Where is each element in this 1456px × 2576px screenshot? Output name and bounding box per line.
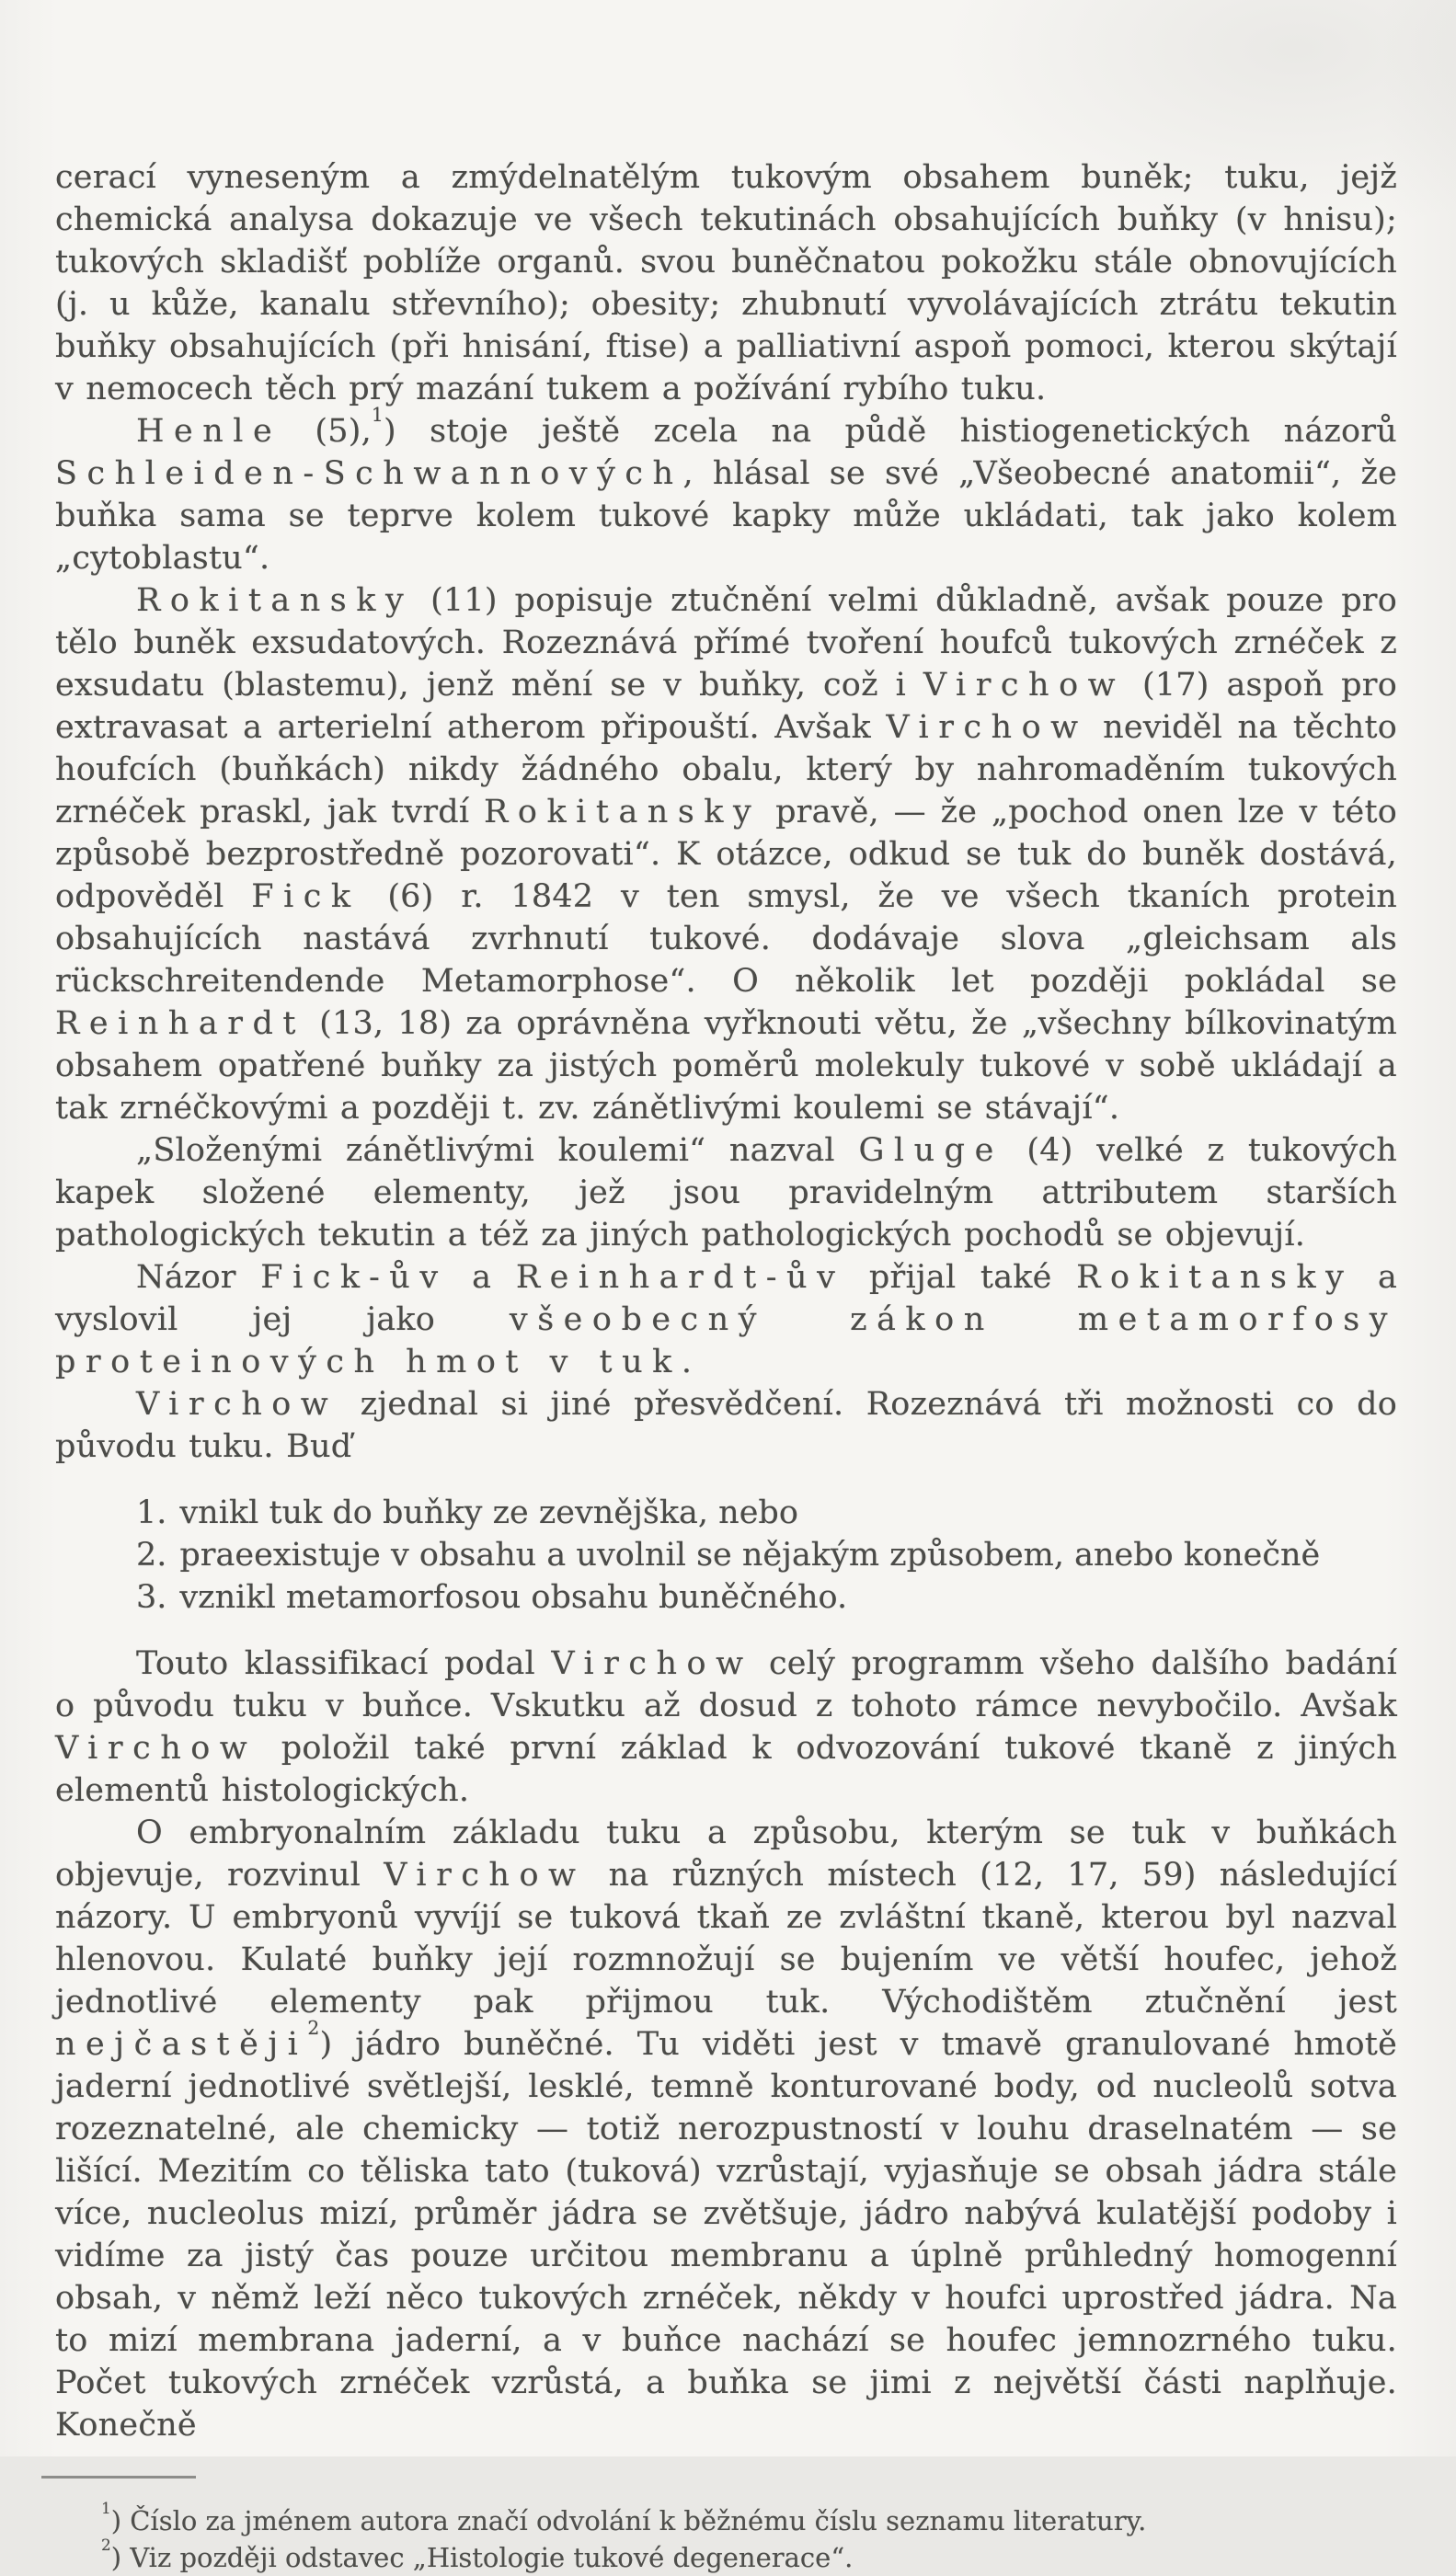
- spaced-emphasis-run: Virchow: [923, 667, 1126, 704]
- footnote: [101, 2535, 1397, 2576]
- spaced-emphasis-run: Virchow: [886, 709, 1088, 746]
- text-run: (13, 18) za oprávněna vyřknouti větu, že „všechny bílkovinatým obsahem opatřené buňky za jistých poměrů molekuly tukové v sobě ukládají a tak zrnéčkovými a později t. zv. zánětlivými koulemi se stávají“.: [55, 1005, 1397, 1127]
- paragraph: [55, 404, 1397, 579]
- spaced-emphasis-run: Gluge: [858, 1132, 1003, 1169]
- spaced-emphasis-run: Virchow: [55, 1730, 258, 1767]
- text-run: .: [681, 1344, 693, 1380]
- list-item-number: 2.: [136, 1537, 167, 1574]
- spaced-emphasis-run: Virchow: [551, 1645, 753, 1682]
- paragraph: [55, 1383, 1397, 1468]
- list-item: [136, 1534, 1397, 1576]
- text-run: (11) popisuje ztučnění velmi důkladně, avšak pouze pro tělo buněk exsudatových. Rozeznává přímé tvoření houfců tukových zrnéček z exsudatu (blastemu), jenž mění se v buňky, což i: [55, 582, 1397, 704]
- spaced-emphasis-run: Rokitansky: [136, 582, 414, 619]
- list-item-text: praeexistuje v obsahu a uvolnil se nějakým způsobem, anebo konečně: [179, 1537, 1321, 1574]
- footnote-reference: 2: [307, 2017, 320, 2040]
- spaced-emphasis-run: všeobecný zákon metamorfosy proteinových hmot v tuk: [55, 1301, 1397, 1380]
- text-run: (5),: [281, 413, 372, 450]
- text-run: cerací vyneseným a zmýdelnatělým tukovým obsahem buněk; tuku, jejž chemická analysa dokazuje ve všech tekutinách obsahujících buňky (v hnisu); tukových skladišť poblíže organů. svou buněčnatou pokožku stále obnovujících (j. u kůže, kanalu střevního); obesity; zhubnutí vyvolávajících ztrátu tekutin buňky obsahujících (při hnisání, ftise) a palliativní aspoň pomoci, kterou skýtají v nemocech těch prý mazání tukem a požívání rybího tuku.: [55, 159, 1397, 407]
- text-run: O embryonalním základu tuku a způsobu, kterým se tuk v buňkách objevuje, rozvinul: [55, 1815, 1397, 1894]
- list-item-number: 1.: [136, 1494, 167, 1531]
- paragraph: [55, 579, 1397, 1129]
- paragraph: [55, 1643, 1397, 1812]
- footnote-separator: [41, 2476, 196, 2479]
- spaced-emphasis-run: Virchow: [136, 1386, 338, 1423]
- text-run: a: [447, 1259, 516, 1296]
- paragraph: [55, 1812, 1397, 2446]
- spaced-emphasis-run: Reinhardt-ův: [515, 1259, 845, 1296]
- spaced-emphasis-run: Henle: [136, 413, 282, 450]
- paragraph: [55, 156, 1397, 410]
- spaced-emphasis-run: Rokitansky: [1076, 1259, 1354, 1296]
- footnote-mark: 1: [101, 2498, 111, 2517]
- paragraph: [55, 1129, 1397, 1256]
- footnotes: [55, 2498, 1397, 2576]
- list-item-text: vnikl tuk do buňky ze zevnějška, nebo: [179, 1494, 798, 1531]
- spaced-emphasis-run: Schleiden-Schwannových: [55, 455, 683, 492]
- footnote-reference: 1: [371, 404, 384, 427]
- list-item: [136, 1492, 1397, 1534]
- text-run: (6) r. 1842 v ten smysl, že ve všech tkaních protein obsahujících nastává zvrhnutí tukové. dodávaje slova „gleichsam als rückschreitendende Metamorphose“. O několik let později pokládal se: [55, 878, 1397, 1000]
- spaced-emphasis-run: Virchow: [384, 1857, 586, 1894]
- spaced-emphasis-run: Rokitansky: [484, 794, 762, 830]
- text-run: pravě, — že „pochod onen lze v této způsobě bezprostředně pozorovati“. K otázce, odkud se tuk do buněk dostává, odpověděl: [55, 794, 1397, 915]
- text-run: na různých místech (12, 17, 59) následující názory. U embryonů vyvíjí se tuková tkaň ze zvláštní tkaně, kterou byl nazval hlenovou. Kulaté buňky její rozmnožují se bujením ve větší houfec, jehož jednotlivé elementy pak přijmou tuk. Východištěm ztučnění jest: [55, 1857, 1397, 2021]
- list-item-text: vznikl metamorfosou obsahu buněčného.: [179, 1579, 848, 1616]
- spaced-emphasis-run: Fick-ův: [260, 1259, 448, 1296]
- text-run: Názor: [136, 1259, 261, 1296]
- text-run: (17) aspoň pro extravasat a arterielní atherom připouští. Avšak: [55, 667, 1397, 746]
- text-run: položil také první základ k odvozování tukové tkaně z jiných elementů histologických.: [55, 1730, 1397, 1809]
- text-run: Touto klassifikací podal: [136, 1645, 552, 1682]
- text-run: a vyslovil jej jako: [55, 1259, 1398, 1338]
- text-run: celý programm všeho dalšího badání o původu tuku v buňce. Vskutku až dosud z tohoto rámce nevybočilo. Avšak: [55, 1645, 1397, 1724]
- numbered-list: [55, 1492, 1397, 1619]
- list-item-number: 3.: [136, 1579, 167, 1616]
- list-item: [136, 1576, 1397, 1619]
- spaced-emphasis-run: Reinhardt: [55, 1005, 305, 1042]
- text-run: ) stoje ještě zcela na půdě histiogenetických názorů: [384, 413, 1397, 450]
- text-run: , hlásal se své „Všeobecné anatomii“, že buňka sama se teprve kolem tukové kapky může ukládati, tak jako kolem „cytoblastu“.: [55, 455, 1397, 577]
- text-run: neviděl na těchto houfcích (buňkách) nikdy žádného obalu, který by nahromaděním tukových zrnéček praskl, jak tvrdí: [55, 709, 1398, 830]
- text-run: ) jádro buněčné. Tu viděti jest v tmavě granulované hmotě jaderní jednotlivé světlejší, lesklé, temně konturované body, od nucleolů sotva rozeznatelné, ale chemicky — totiž nerozpustností v louhu draselnatém — se lišící. Mezitím co těliska tato (tuková) vzrůstají, vyjasňuje se obsah jádra stále více, nucleolus mizí, průměr jádra se zvětšuje, jádro nabývá kulatější podoby i vidíme za jistý čas pouze určitou membranu a úplně průhledný homogenní obsah, v němž leží něco tukových zrnéček, někdy v houfci uprostřed jádra. Na to mizí membrana jaderní, a v buňce nachází se houfec jemnozrného tuku. Počet tukových zrnéček vzrůstá, a buňka se jimi z největší části naplňuje. Konečně: [55, 2026, 1397, 2444]
- footnote-text: ) Číslo za jménem autora značí odvolání k běžnému číslu seznamu literatury.: [110, 2505, 1147, 2536]
- page-text: [55, 156, 1397, 2446]
- text-run: „Složenými zánětlivými koulemi“ nazval: [136, 1132, 859, 1169]
- spaced-emphasis-run: Fick: [251, 878, 361, 915]
- footnote-text: ) Viz později odstavec „Histologie tukové degenerace“.: [110, 2542, 854, 2573]
- text-run: přijal také: [844, 1259, 1077, 1296]
- text-run: (4) velké z tukových kapek složené elementy, jež jsou pravidelným attributem starších pathologických tekutin a též za jiných pathologických pochodů se objevují.: [55, 1132, 1397, 1254]
- text-run: zjednal si jiné přesvědčení. Rozeznává tři možnosti co do původu tuku. Buď: [55, 1386, 1397, 1465]
- footnote-mark: 2: [101, 2535, 111, 2554]
- paragraph: [55, 1256, 1397, 1383]
- spaced-emphasis-run: nejčastěji: [55, 2026, 308, 2063]
- footnote: [101, 2498, 1397, 2539]
